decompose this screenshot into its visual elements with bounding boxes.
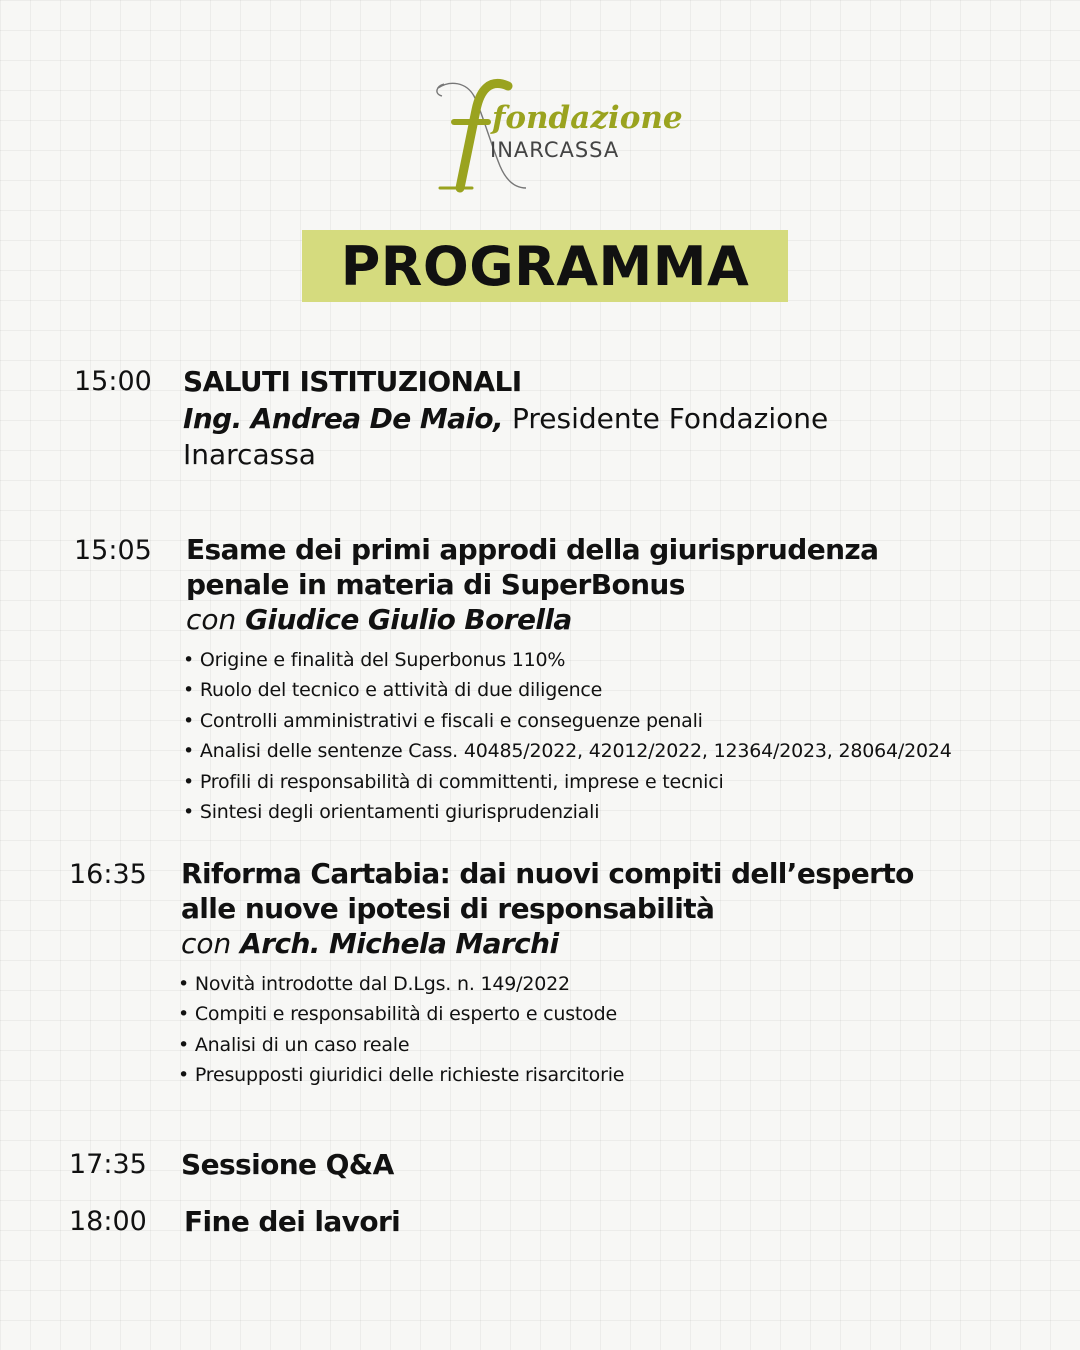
item-heading-qa: Sessione Q&A [181, 1148, 394, 1181]
list-item: • Origine e finalità del Superbonus 110% [183, 645, 952, 675]
time-1800: 18:00 [69, 1206, 147, 1237]
item-speaker [186, 602, 1006, 638]
logo-subtitle: INARCASSA [490, 138, 620, 162]
list-item: • Sintesi degli orientamenti giurisprudenziali [183, 797, 952, 827]
title-banner [302, 230, 788, 302]
list-item: • Novità introdotte dal D.Lgs. n. 149/2022 [178, 969, 624, 999]
agenda-item-3 [181, 856, 1021, 962]
fondazione-inarcassa-logo [430, 76, 683, 196]
item-3-bullet-list [178, 969, 624, 1091]
speaker-name: Arch. Michela Marchi [240, 927, 559, 960]
list-item: • Ruolo del tecnico e attività di due diligence [183, 675, 952, 705]
time-1500: 15:00 [74, 366, 152, 397]
agenda-item-1 [183, 364, 983, 473]
page-title: PROGRAMMA [340, 234, 750, 298]
item-2-bullet-list [183, 645, 952, 827]
speaker-name: Ing. Andrea De Maio, [183, 402, 504, 435]
logo-wordmark: fondazione [492, 100, 683, 136]
list-item: • Controlli amministrativi e fiscali e conseguenze penali [183, 706, 952, 736]
speaker-prefix: con [181, 927, 241, 960]
time-1505: 15:05 [74, 535, 152, 566]
logo-f-mark-icon [430, 76, 540, 196]
time-1635: 16:35 [69, 859, 147, 890]
list-item: • Analisi delle sentenze Cass. 40485/2022, 42012/2022, 12364/2023, 28064/2024 [183, 736, 952, 766]
speaker-name: Giudice Giulio Borella [245, 603, 572, 636]
time-1735: 17:35 [69, 1149, 147, 1180]
list-item: • Profili di responsabilità di committenti, imprese e tecnici [183, 767, 952, 797]
item-heading-line1: Esame dei primi approdi della giurisprudenza [186, 533, 879, 566]
list-item: • Compiti e responsabilità di esperto e custode [178, 999, 624, 1029]
item-heading-end: Fine dei lavori [184, 1205, 401, 1238]
item-heading: SALUTI ISTITUZIONALI [183, 365, 522, 398]
item-heading-line1: Riforma Cartabia: dai nuovi compiti dell’esperto [181, 857, 914, 890]
speaker-prefix: con [186, 603, 246, 636]
item-heading-line2: penale in materia di SuperBonus [186, 568, 685, 601]
item-speaker [181, 926, 1021, 962]
list-item: • Analisi di un caso reale [178, 1030, 624, 1060]
list-item: • Presupposti giuridici delle richieste risarcitorie [178, 1060, 624, 1090]
speaker-role: Presidente Fondazione [503, 402, 829, 435]
agenda-item-2 [186, 532, 1006, 638]
speaker-role-line2: Inarcassa [183, 438, 316, 471]
item-speaker [183, 401, 983, 437]
item-heading-line2: alle nuove ipotesi di responsabilità [181, 892, 715, 925]
